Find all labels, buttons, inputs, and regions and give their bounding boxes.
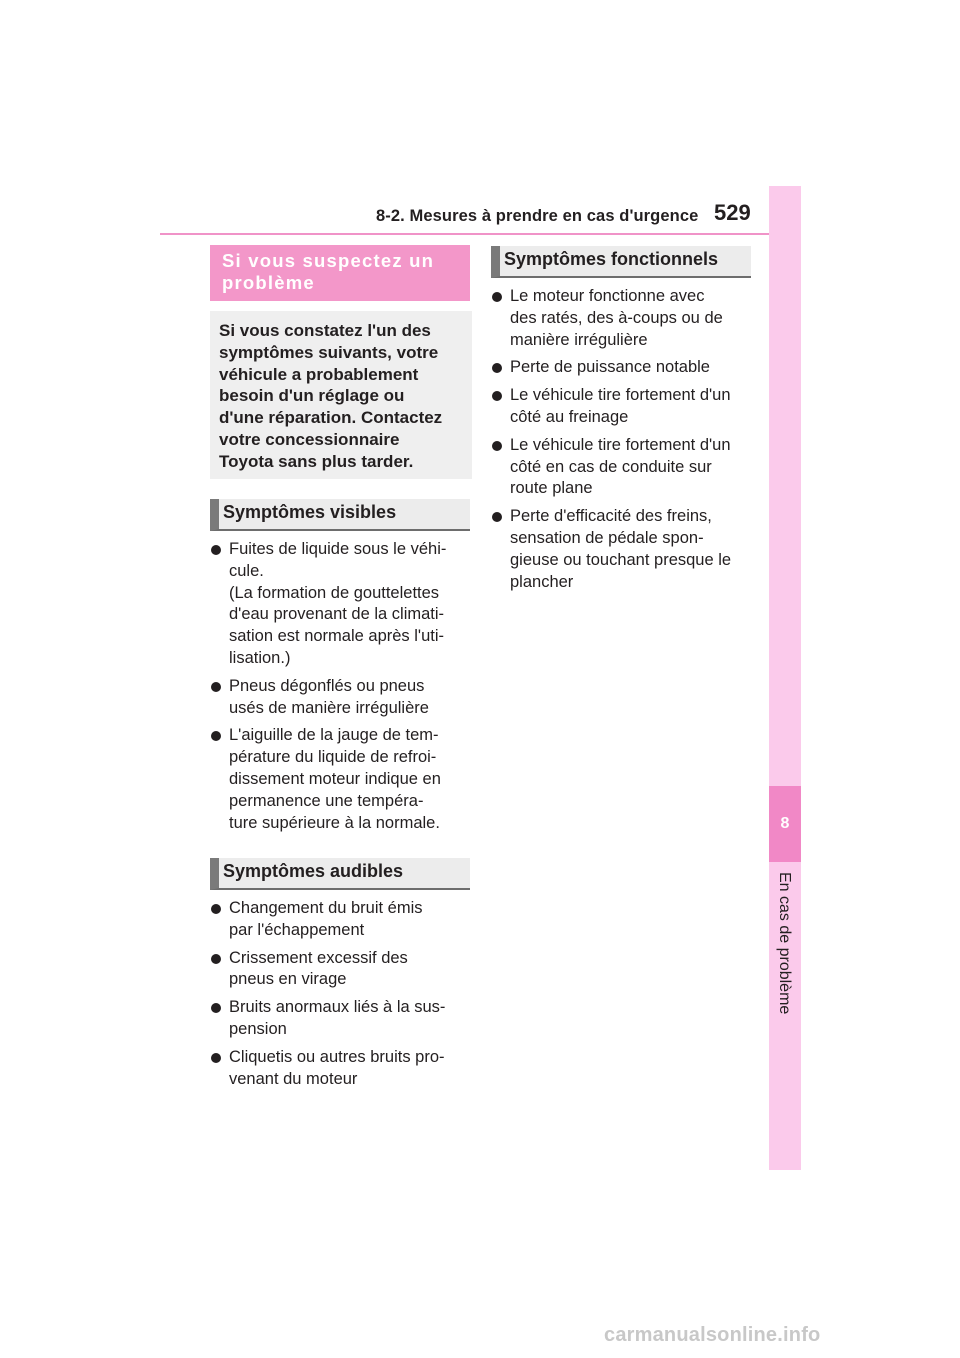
list-item: Perte de puissance notable [491,357,757,379]
audible-symptoms-list [210,898,472,1096]
section-title: 8-2. Mesures à prendre en cas d'urgence [376,207,699,225]
chapter-side-tab [769,186,801,1170]
list-item: Le véhicule tire fortement d'un côté au freinage [491,385,757,429]
list-item: Pneus dégonflés ou pneus usés de manière irrégulière [210,676,472,720]
functional-symptoms-list [491,286,757,599]
intro-line: véhicule a probablement [219,364,419,384]
list-item: Cliquetis ou autres bruits pro- venant du moteur [210,1047,472,1091]
visible-symptoms-heading: Symptômes visibles [210,499,470,531]
list-item: Bruits anormaux liés à la sus- pension [210,997,472,1041]
functional-symptoms-heading: Symptômes fonctionnels [491,246,751,278]
list-item: Le moteur fonctionne avec des ratés, des à-coups ou de manière irrégulière [491,286,757,351]
intro-line: Toyota sans plus tarder. [219,451,414,471]
intro-line: symptômes suivants, votre [219,342,439,362]
list-item: Perte d'efficacité des freins, sensation de pédale spon- gieuse ou touchant presque le plancher [491,506,757,593]
intro-line: Si vous constatez l'un des [219,321,431,340]
watermark: carmanualsonline.info [604,1324,821,1346]
list-item: Crissement excessif des pneus en virage [210,948,472,992]
list-item: Le véhicule tire fortement d'un côté en cas de conduite sur route plane [491,435,757,500]
list-item: Fuites de liquide sous le véhi- cule. (La formation de gouttelettes d'eau provenant de la climati- sation est normale après l'uti- lisation.) [210,539,472,670]
intro-note-box [210,311,472,479]
page-number: 529 [714,200,751,225]
intro-line: d'une réparation. Contactez [219,408,443,428]
audible-symptoms-heading: Symptômes audibles [210,858,470,890]
header-divider [160,233,770,235]
chapter-number-badge: 8 [769,786,801,862]
visible-symptoms-list [210,539,472,840]
list-item: L'aiguille de la jauge de tem- pérature du liquide de refroi- dissement moteur indique en permanence une tempéra- ture supérieure à la normale. [210,725,472,834]
list-item: Changement du bruit émis par l'échappement [210,898,472,942]
intro-line: votre concessionnaire [219,429,400,449]
intro-line: besoin d'un réglage ou [219,386,405,406]
main-heading: Si vous suspectez un problème [210,245,470,301]
chapter-label: En cas de problème [776,872,793,1015]
